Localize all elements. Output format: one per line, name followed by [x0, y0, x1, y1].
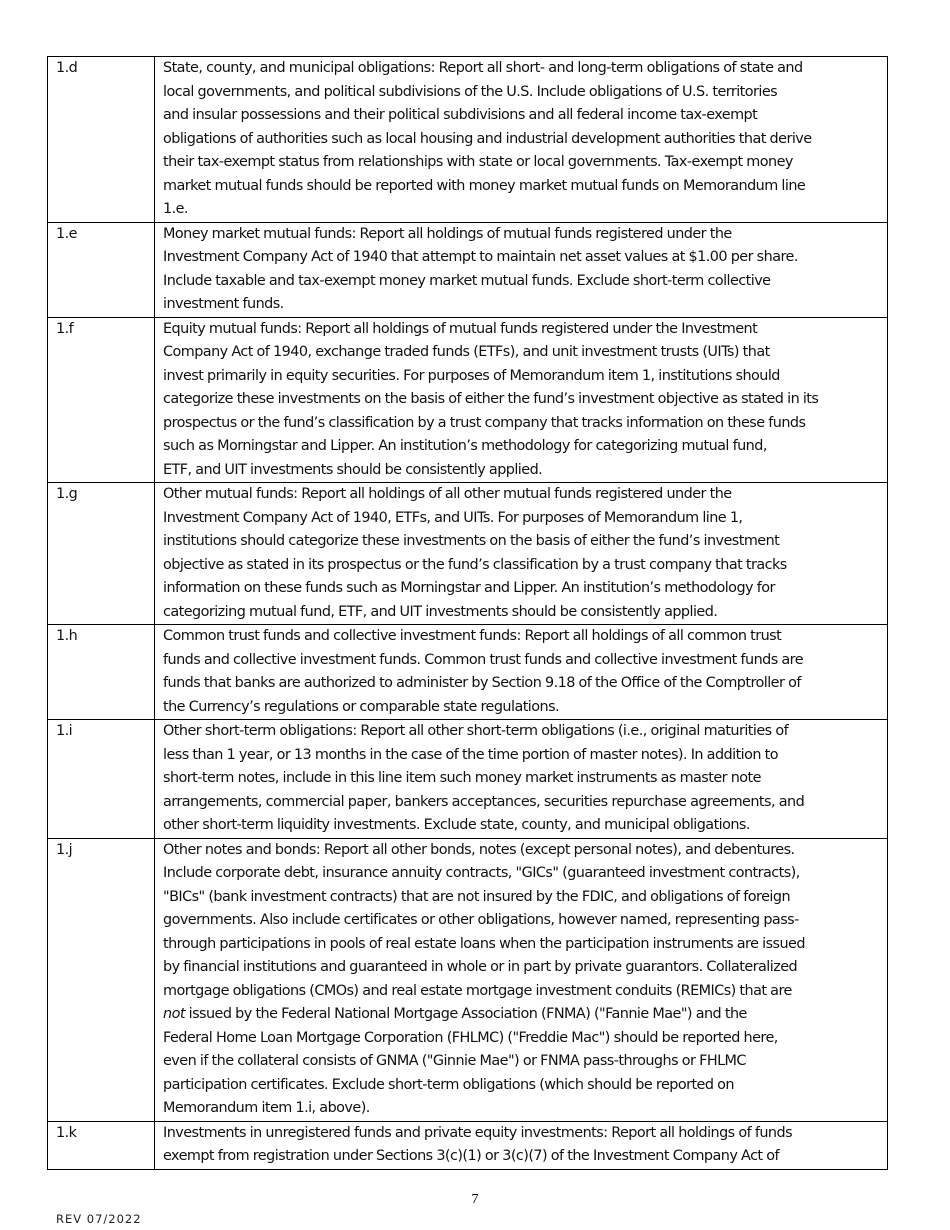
line-item-code: 1.g [48, 483, 155, 625]
line-item-description: Common trust funds and collective investment funds: Report all holdings of all common trust funds and collective investment funds. Common trust funds and collective investment funds are funds that banks are authorized to administer by Section 9.18 of the Office of the Comptroller of the Currency’s regulations or comparable state regulations. [155, 625, 888, 720]
line-item-code: 1.i [48, 720, 155, 839]
line-item-code: 1.j [48, 838, 155, 1121]
line-item-description: Equity mutual funds: Report all holdings of mutual funds registered under the Investment Company Act of 1940, exchange traded funds (ETFs), and unit investment trusts (UITs) that invest primarily in equity securities. For purposes of Memorandum item 1, institutions should categorize these investments on the basis of either the fund’s investment objective as stated in its prospectus or the fund’s classification by a trust company that tracks information on these funds such as Morningstar and Lipper. An institution’s methodology for categorizing mutual fund, ETF, and UIT investments should be consistently applied. [155, 317, 888, 483]
line-item-code: 1.k [48, 1121, 155, 1169]
revision-date: REV 07/2022 [56, 1212, 142, 1226]
line-item-description: Other mutual funds: Report all holdings of all other mutual funds registered under the Investment Company Act of 1940, ETFs, and UITs. For purposes of Memorandum line 1, institutions should categorize these investments on the basis of either the fund’s investment objective as stated in its prospectus or the fund’s classification by a trust company that tracks information on these funds such as Morningstar and Lipper. An institution’s methodology for categorizing mutual fund, ETF, and UIT investments should be consistently applied. [155, 483, 888, 625]
line-item-description: Investments in unregistered funds and private equity investments: Report all holdings of funds exempt from registration under Sections 3(c)(1) or 3(c)(7) of the Investment Company Act of [155, 1121, 888, 1169]
line-item-description: State, county, and municipal obligations: Report all short- and long-term obligations of state and local governments, and political subdivisions of the U.S. Include obligations of U.S. territories and insular possessions and their political subdivisions and all federal income tax-exempt obligations of authorities such as local housing and industrial development authorities that derive their tax-exempt status from relationships with state or local governments. Tax-exempt money market mutual funds should be reported with money market mutual funds on Memorandum line 1.e. [155, 57, 888, 223]
description-text: Other notes and bonds: Report all other bonds, notes (except personal notes), and debentures. Include corporate debt, insurance annuity contracts, "GICs" (guaranteed investment contracts), "BICs" (bank investment contracts) that are not insured by the FDIC, and obligations of foreign governments. Also include certificates or other obligations, however named, representing pass- through participations in pools of real estate loans when the participation instruments are issued by financial institutions and guaranteed in whole or in part by private guarantors. Collateralized mortgage obligations (CMOs) and real estate mortgage investment conduits (REMICs) that are [163, 841, 805, 999]
table-row [48, 483, 888, 625]
line-item-description: Money market mutual funds: Report all holdings of mutual funds registered under the Investment Company Act of 1940 that attempt to maintain net asset values at $1.00 per share. Include taxable and tax-exempt money market mutual funds. Exclude short-term collective investment funds. [155, 222, 888, 317]
page-number: 7 [471, 1192, 479, 1207]
line-item-code: 1.h [48, 625, 155, 720]
table-row [48, 222, 888, 317]
line-item-code: 1.e [48, 222, 155, 317]
line-item-code: 1.f [48, 317, 155, 483]
line-item-description [155, 838, 888, 1121]
table-row [48, 838, 888, 1121]
instructions-table [47, 56, 888, 1170]
line-item-description: Other short-term obligations: Report all other short-term obligations (i.e., original maturities of less than 1 year, or 13 months in the case of the time portion of master notes). In addition to short-term notes, include in this line item such money market instruments as master note arrangements, commercial paper, bankers acceptances, securities repurchase agreements, and other short-term liquidity investments. Exclude state, county, and municipal obligations. [155, 720, 888, 839]
description-text: issued by the Federal National Mortgage Association (FNMA) ("Fannie Mae") and the Federal Home Loan Mortgage Corporation (FHLMC) ("Freddie Mac") should be reported here, even if the collateral consists of GNMA ("Ginnie Mae") or FNMA pass-throughs or FHLMC participation certificates. Exclude short-term obligations (which should be reported on Memorandum item 1.i, above). [163, 1006, 778, 1116]
table-row [48, 1121, 888, 1169]
table-row [48, 317, 888, 483]
line-item-code: 1.d [48, 57, 155, 223]
table-row [48, 57, 888, 223]
emphasized-word: not [163, 1006, 185, 1022]
table-row [48, 625, 888, 720]
table-row [48, 720, 888, 839]
